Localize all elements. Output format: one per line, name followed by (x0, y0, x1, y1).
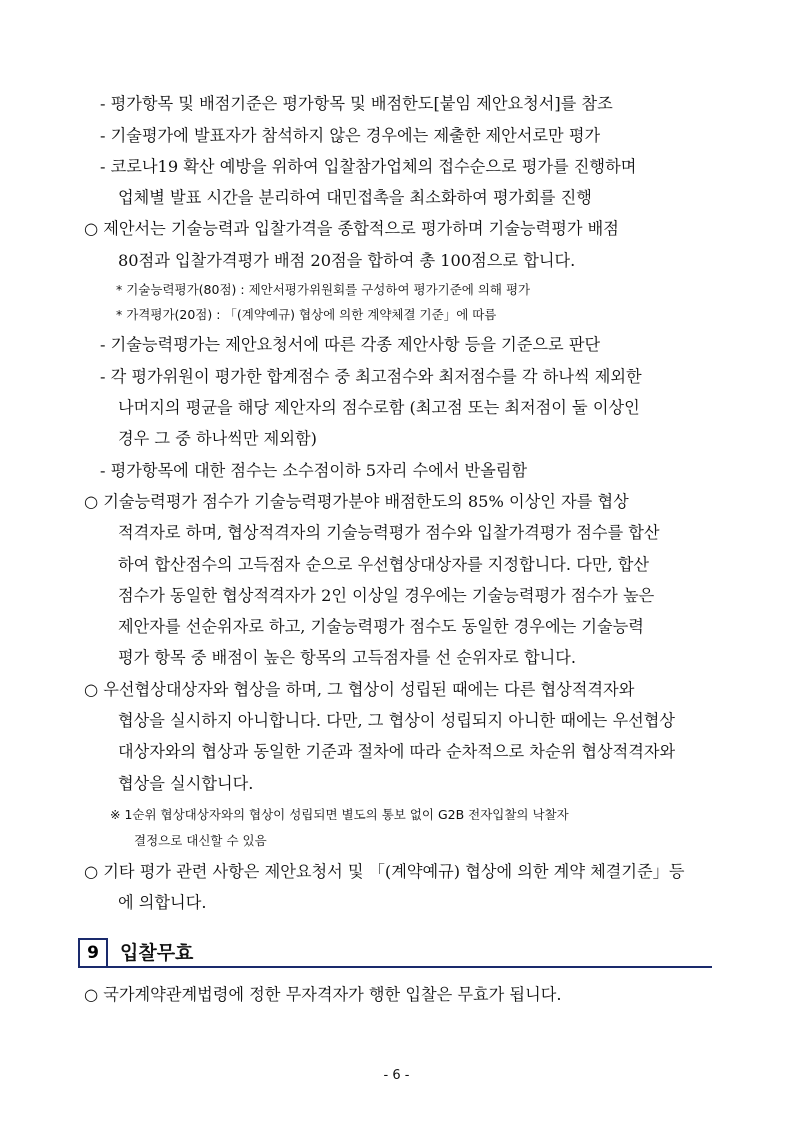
section-underline (108, 966, 712, 968)
text-line: - 평가항목에 대한 점수는 소수점이하 5자리 수에서 반올림함 (100, 461, 528, 480)
text-line: 업체별 발표 시간을 분리하여 대민접촉을 최소화하여 평가회를 진행 (118, 188, 592, 207)
text-line: ○ 기술능력평가 점수가 기술능력평가분야 배점한도의 85% 이상인 자를 협상 (84, 492, 629, 511)
text-line: 에 의합니다. (118, 893, 207, 912)
text-line: 하여 합산점수의 고득점자 순으로 우선협상대상자를 지정합니다. 다만, 합산 (118, 555, 650, 574)
text-line: ○ 우선협상대상자와 협상을 하며, 그 협상이 성립된 때에는 다른 협상적격자와 (84, 680, 635, 699)
footnote-line: * 가격평가(20점) : 「(계약예규) 협상에 의한 계약체결 기준」에 따름 (116, 307, 497, 322)
text-line: ○ 제안서는 기술능력과 입찰가격을 종합적으로 평가하며 기술능력평가 배점 (84, 219, 619, 238)
text-line: - 코로나19 확산 예방을 위하여 입찰참가업체의 접수순으로 평가를 진행하며 (100, 157, 637, 176)
text-line: - 각 평가위원이 평가한 합계점수 중 최고점수와 최저점수를 각 하나씩 제외한 (100, 367, 642, 386)
text-line: 제안자를 선순위자로 하고, 기술능력평가 점수도 동일한 경우에는 기술능력 (118, 617, 644, 636)
footnote-line: * 기술능력평가(80점) : 제안서평가위원회를 구성하여 평가기준에 의해 평가 (116, 282, 531, 297)
note-line: ※ 1순위 협상대상자와의 협상이 성립되면 별도의 통보 없이 G2B 전자입찰의 낙찰자 (110, 807, 569, 822)
text-line: 경우 그 중 하나씩만 제외함) (118, 429, 317, 448)
text-line: ○ 기타 평가 관련 사항은 제안요청서 및 「(계약예규) 협상에 의한 계약 체결기준」등 (84, 862, 685, 881)
text-line: 대상자와의 협상과 동일한 기준과 절차에 따라 순차적으로 차순위 협상적격자와 (118, 742, 676, 761)
text-line: - 평가항목 및 배점기준은 평가항목 및 배점한도[붙임 제안요청서]를 참조 (100, 94, 613, 113)
text-line: 적격자로 하며, 협상적격자의 기술능력평가 점수와 입찰가격평가 점수를 합산 (118, 523, 660, 542)
text-line: 80점과 입찰가격평가 배점 20점을 합하여 총 100점으로 합니다. (118, 251, 576, 270)
text-line: ○ 국가계약관계법령에 정한 무자격자가 행한 입찰은 무효가 됩니다. (84, 985, 562, 1004)
text-line: - 기술능력평가는 제안요청서에 따른 각종 제안사항 등을 기준으로 판단 (100, 335, 601, 354)
text-line: 점수가 동일한 협상적격자가 2인 이상일 경우에는 기술능력평가 점수가 높은 (118, 586, 655, 605)
section-title: 입찰무효 (120, 942, 194, 964)
section-number: 9 (78, 938, 108, 968)
page-number: - 6 - (383, 1068, 410, 1083)
text-line: - 기술평가에 발표자가 참석하지 않은 경우에는 제출한 제안서로만 평가 (100, 126, 601, 145)
text-line: 나머지의 평균을 해당 제안자의 점수로함 (최고점 또는 최저점이 둘 이상인 (118, 398, 640, 417)
text-line: 협상을 실시하지 아니합니다. 다만, 그 협상이 성립되지 아니한 때에는 우선협상 (118, 711, 675, 730)
text-line: 평가 항목 중 배점이 높은 항목의 고득점자를 선 순위자로 합니다. (118, 648, 577, 667)
note-line: 결정으로 대신할 수 있음 (134, 833, 267, 848)
text-line: 협상을 실시합니다. (118, 774, 254, 793)
